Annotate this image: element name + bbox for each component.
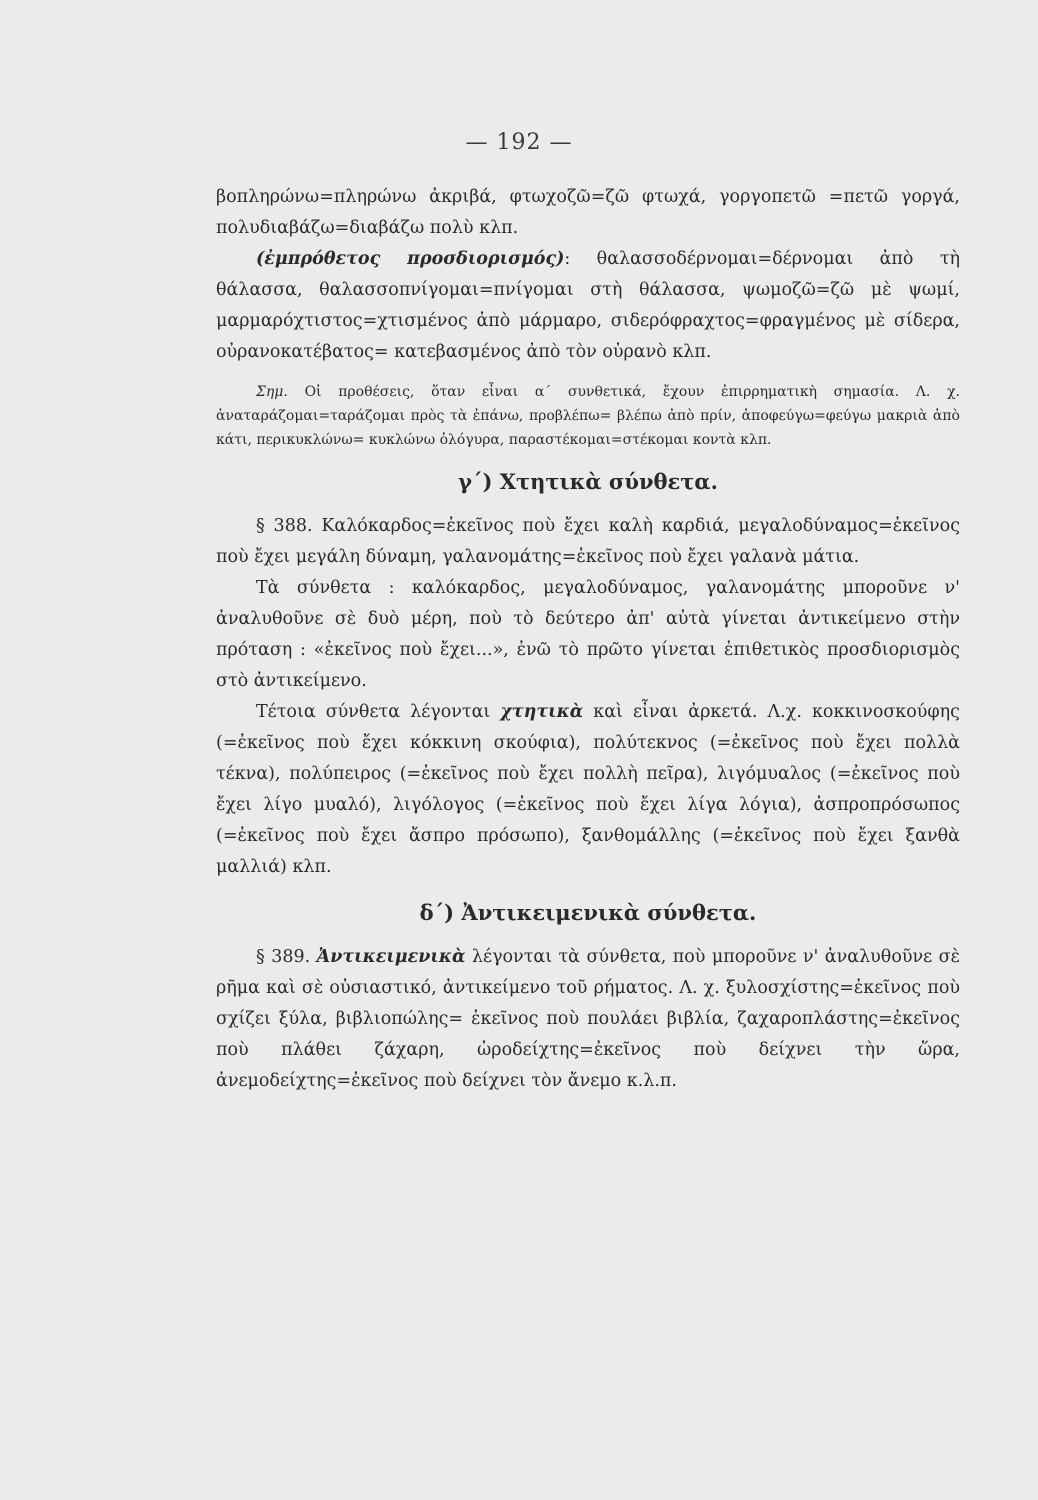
paragraph-388: § 388. Καλόκαρδος=ἐκεῖνος ποὺ ἔχει καλὴ καρδιά, μεγαλοδύναμος=ἐκεῖνος ποὺ ἔχει μεγάλη δύναμη, γαλανομάτης=ἐκεῖνος ποὺ ἔχει γαλανὰ μάτια. [216,516,960,567]
term-label: (ἐμπρόθετος προσδιορισμός) [256,249,565,269]
paragraph-389 [216,942,960,1097]
heading-text: Ἀντικειμενικὰ σύνθετα. [461,900,757,925]
section-heading-gamma [216,466,960,497]
paragraph-prepositional [216,244,960,368]
page-number: — 192 — [465,130,573,155]
paragraph-text: καὶ εἶναι ἀρκετά. Λ.χ. κοκκινοσκούφης (=ἐκεῖνος ποὺ ἔχει κόκκινη σκούφια), πολύτεκνος (=ἐκεῖνος ποὺ ἔχει πολλὰ τέκνα), πολύπειρος (=ἐκεῖνος ποὺ ἔχει πολλὴ πεῖρα), λιγόμυαλος (=ἐκεῖνος ποὺ ἔχει λίγο μυαλό), λιγόλογος (=ἐκεῖνος ποὺ ἔχει λίγα λόγια), ἀσπροπρόσωπος (=ἐκεῖνος ποὺ ἔχει ἄσπρο πρόσωπο), ξανθομάλλης (=ἐκεῖνος ποὺ ἔχει ξανθὰ μαλλιά) κλπ. [216,702,960,877]
paragraph-text: § 389. [256,947,311,967]
heading-text: Χτητικὰ σύνθετα. [499,469,718,494]
term-label: χτητικὰ [500,702,584,722]
heading-label: δ΄) [419,900,455,925]
term-label: Ἀντικειμενικὰ [316,947,466,967]
paragraph-text: λέγονται τὰ σύνθετα, ποὺ μποροῦνε ν' ἀναλυθοῦνε σὲ ρῆμα καὶ σὲ οὐσιαστικό, ἀντικείμενο τοῦ ρήματος. Λ. χ. ξυλοσχίστης=ἐκεῖνος ποὺ σχίζει ξύλα, βιβλιοπώλης= ἐκεῖνος ποὺ πουλάει βιβλία, ζαχαροπλάστης=ἐκεῖνος ποὺ πλάθει ζάχαρη, ὡροδείχτης=ἐκεῖνος ποὺ δείχνει τὴν ὥρα, ἀνεμοδείχτης=ἐκεῖνος ποὺ δείχνει τὸν ἄνεμο κ.λ.π. [216,947,960,1091]
note-text: Οἱ προθέσεις, ὅταν εἶναι α΄ συνθετικά, ἔχουν ἐπιρρηματικὴ σημασία. Λ. χ. ἀναταράζομαι=ταράζομαι πρὸς τὰ ἐπάνω, προβλέπω= βλέπω ἀπὸ πρίν, ἀποφεύγω=φεύγω μακριὰ ἀπὸ κάτι, περικυκλώνω= κυκλώνω ὁλόγυρα, παραστέκομαι=στέκομαι κοντὰ κλπ. [216,384,961,448]
paragraph-text: : θαλασσοδέρνομαι=δέρνομαι ἀπὸ τὴ θάλασσα, θαλασσοπνίγομαι=πνίγομαι στὴ θάλασσα, ψωμοζῶ=ζῶ μὲ ψωμί, μαρμαρόχτιστος=χτισμένος ἀπὸ μάρμαρο, σιδερόφραχτος=φραγμένος μὲ σίδερα, οὐρανοκατέβατος= κατεβασμένος ἀπὸ τὸν οὐρανὸ κλπ. [216,249,960,362]
section-heading-delta [216,897,960,928]
paragraph-text: Τέτοια σύνθετα λέγονται [256,702,491,722]
paragraph-synthesis: Τὰ σύνθετα : καλόκαρδος, μεγαλοδύναμος, γαλανομάτης μποροῦνε ν' ἀναλυθοῦνε σὲ δυὸ μέρη, ποὺ τὸ δεύτερο ἀπ' αὐτὰ γίνεται ἀντικείμενο στὴν πρόταση : «ἐκεῖνος ποὺ ἔχει...», ἐνῶ τὸ πρῶτο γίνεται ἐπιθετικὸς προσδιορισμὸς στὸ ἀντικείμενο. [216,578,960,691]
note-label: Σημ. [256,384,288,400]
heading-label: γ΄) [458,469,493,494]
paragraph-intro: βοπληρώνω=πληρώνω ἀκριβά, φτωχοζῶ=ζῶ φτωχά, γοργοπετῶ =πετῶ γοργά, πολυδιαβάζω=διαβάζω πολὺ κλπ. [216,187,960,238]
paragraph-ktitika [216,697,960,883]
note-paragraph [216,380,960,452]
page-body [216,182,960,1097]
